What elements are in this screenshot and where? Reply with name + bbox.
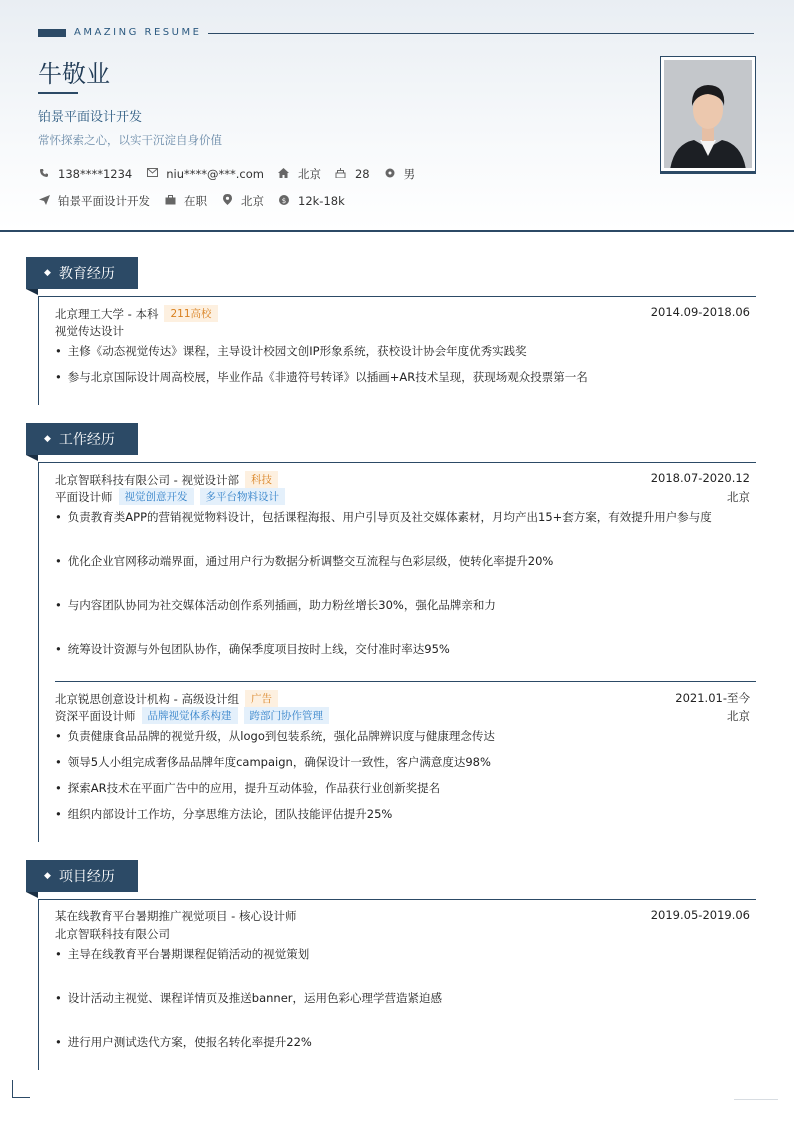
age-text: 28 <box>354 167 370 181</box>
job-1-skill-tag-1: 视觉创意开发 <box>119 488 194 505</box>
job-divider <box>55 681 756 682</box>
age-item <box>335 167 370 181</box>
home-icon <box>278 168 290 181</box>
education-section-title <box>26 257 138 289</box>
school-text: 北京理工大学 - 本科 <box>55 306 159 321</box>
job-2-skill-tag-2: 跨部门协作管理 <box>244 707 330 724</box>
phone-item <box>38 167 132 181</box>
motto: 常怀探索之心，以实干沉淀自身价值 <box>38 133 222 147</box>
job-1-bullet-4: • 统筹设计资源与外包团队协作，确保季度项目按时上线，交付准时率达95% <box>55 641 450 657</box>
job-1-bullet-3: • 与内容团队协同为社交媒体活动创作系列插画，助力粉丝增长30%，强化品牌亲和力 <box>55 597 496 613</box>
job-1-skill-tag-2: 多平台物料设计 <box>200 488 286 505</box>
project-divider <box>38 899 756 900</box>
education-divider <box>38 296 756 297</box>
resume-header <box>0 0 794 232</box>
job-2-location: 北京 <box>727 709 750 723</box>
name-underline <box>38 92 78 94</box>
job-2-skill-tag-1: 品牌视觉体系构建 <box>142 707 238 724</box>
money-icon <box>278 195 290 208</box>
location-item <box>221 193 264 209</box>
portrait-image <box>664 60 752 168</box>
intent-row <box>38 193 359 209</box>
project-section-title <box>26 860 138 892</box>
gender-item <box>384 166 416 182</box>
job-1-date: 2018.07-2020.12 <box>650 471 750 485</box>
job-2-date: 2021.01-至今 <box>675 691 750 705</box>
section-notch <box>26 455 38 461</box>
job-2-bullet-2: • 领导5人小组完成奢侈品品牌年度campaign，确保设计一致性，客户满意度达98% <box>55 754 491 770</box>
job-2-company <box>55 690 278 707</box>
work-section-title <box>26 423 138 455</box>
school-tag: 211高校 <box>164 305 217 322</box>
job-1-company-text: 北京智联科技有限公司 - 视觉设计部 <box>55 472 239 487</box>
work-title-text: 工作经历 <box>58 432 115 448</box>
page-corner-mark <box>12 1080 30 1098</box>
project-title-text: 项目经历 <box>58 869 115 885</box>
job-2-bullet-1: • 负责健康食品品牌的视觉升级，从logo到包装系统，强化品牌辨识度与健康理念传达 <box>55 728 495 744</box>
svg-text:$: $ <box>281 196 287 205</box>
education-vline <box>38 296 39 405</box>
city-text: 北京 <box>297 167 321 181</box>
project-date: 2019.05-2019.06 <box>650 908 750 922</box>
education-date: 2014.09-2018.06 <box>650 305 750 319</box>
work-vline <box>38 462 39 842</box>
job-2-bullet-4: • 组织内部设计工作坊，分享思维方法论，团队技能评估提升25% <box>55 806 392 822</box>
status-item <box>164 193 207 209</box>
mail-icon <box>146 168 158 180</box>
tagline-bar <box>38 29 66 37</box>
briefcase-icon <box>164 195 176 208</box>
project-company: 北京智联科技有限公司 <box>55 927 170 941</box>
job-1-company <box>55 471 278 488</box>
job-1-bullet-1: • 负责教育类APP的营销视觉物料设计，包括课程海报、用户引导页及社交媒体素材，月均产出15+套方案，有效提升用户参与度 <box>55 509 712 525</box>
gender-icon <box>384 168 396 181</box>
phone-icon <box>38 168 50 181</box>
cake-icon <box>335 168 347 181</box>
job-title: 铂景平面设计开发 <box>38 110 143 125</box>
position-text: 铂景平面设计开发 <box>58 194 150 208</box>
education-bullet-2: • 参与北京国际设计周高校展，毕业作品《非遗符号转译》以插画+AR技术呈现，获现场观众投票第一名 <box>55 369 588 385</box>
project-bullet-2: • 设计活动主视觉、课程详情页及推送banner，运用色彩心理学营造紧迫感 <box>55 990 442 1006</box>
email-item <box>146 167 264 181</box>
education-major: 视觉传达设计 <box>55 324 124 338</box>
tagline: AMAZING RESUME <box>74 27 202 38</box>
project-vline <box>38 899 39 1070</box>
diamond-icon: ◆ <box>44 871 51 881</box>
job-1-role-text: 平面设计师 <box>55 489 113 504</box>
tagline-divider <box>208 33 754 34</box>
diamond-icon: ◆ <box>44 434 51 444</box>
job-2-industry-tag: 广告 <box>245 690 278 707</box>
candidate-name: 牛敬业 <box>38 60 110 88</box>
profile-photo <box>664 60 752 168</box>
education-bullet-1: • 主修《动态视觉传达》课程，主导设计校园文创IP形象系统，获校设计协会年度优秀实践奖 <box>55 343 527 359</box>
salary-text: 12k-18k <box>298 194 345 208</box>
position-item <box>38 193 150 209</box>
job-1-bullet-2: • 优化企业官网移动端界面，通过用户行为数据分析调整交互流程与色彩层级，使转化率提升20% <box>55 553 553 569</box>
phone-text: 138****1234 <box>58 167 133 181</box>
send-icon <box>38 195 50 208</box>
diamond-icon: ◆ <box>44 268 51 278</box>
profile-photo-frame <box>660 56 756 174</box>
work-divider <box>38 462 756 463</box>
job-2-role-text: 资深平面设计师 <box>55 708 136 723</box>
education-title-text: 教育经历 <box>58 266 115 282</box>
gender-text: 男 <box>403 167 416 181</box>
job-1-location: 北京 <box>727 490 750 504</box>
education-school <box>55 305 218 322</box>
location-text: 北京 <box>241 194 264 208</box>
status-text: 在职 <box>184 194 207 208</box>
section-notch <box>26 289 38 295</box>
email-text: niu****@***.com <box>166 167 264 181</box>
section-notch <box>26 892 38 898</box>
city-item <box>278 166 321 182</box>
job-2-role <box>55 707 329 724</box>
job-2-bullet-3: • 探索AR技术在平面广告中的应用，提升互动体验，作品获行业创新奖提名 <box>55 780 440 796</box>
location-pin-icon <box>221 194 233 208</box>
page-footer-line <box>734 1099 778 1100</box>
contact-row <box>38 166 429 182</box>
job-2-company-text: 北京锐思创意设计机构 - 高级设计组 <box>55 691 239 706</box>
job-1-role <box>55 488 285 505</box>
project-title: 某在线教育平台暑期推广视觉项目 - 核心设计师 <box>55 909 297 923</box>
salary-item <box>278 194 345 208</box>
project-bullet-3: • 进行用户测试迭代方案，使报名转化率提升22% <box>55 1034 312 1050</box>
job-1-industry-tag: 科技 <box>245 471 278 488</box>
project-bullet-1: • 主导在线教育平台暑期课程促销活动的视觉策划 <box>55 946 309 962</box>
